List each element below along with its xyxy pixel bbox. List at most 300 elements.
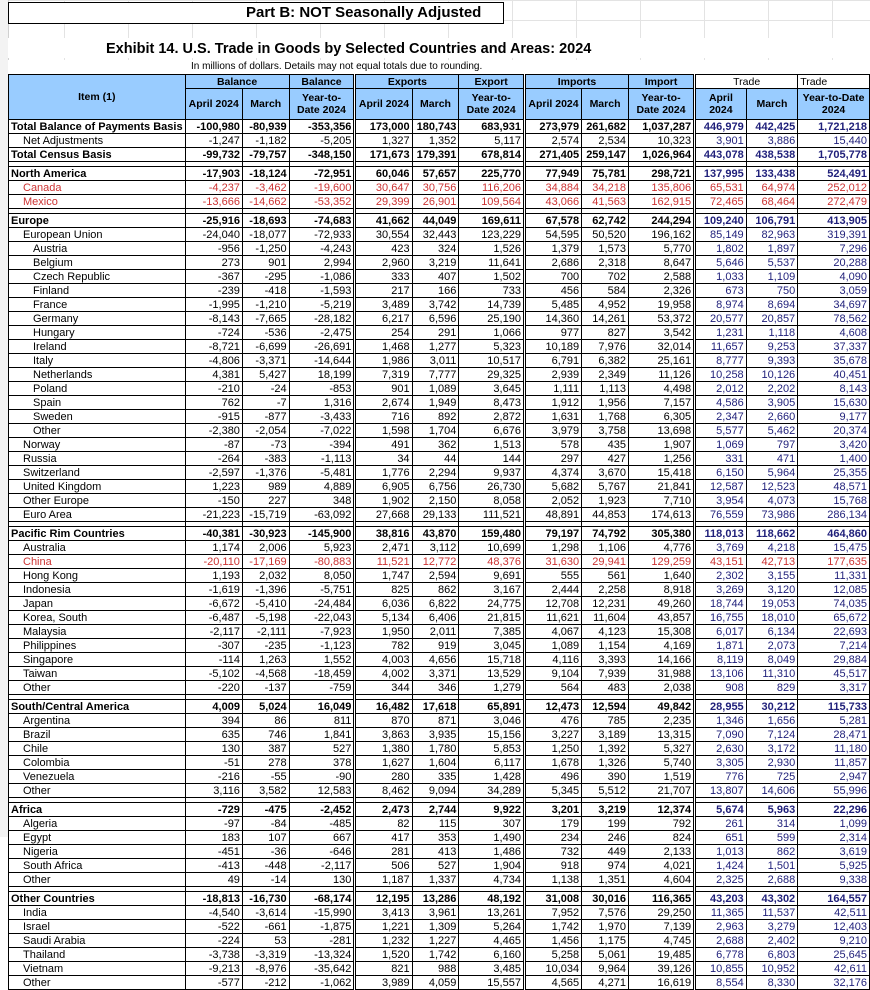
- value-cell: 28,955: [695, 700, 747, 714]
- value-cell: 12,772: [412, 555, 459, 569]
- value-cell: 5,264: [459, 920, 525, 934]
- value-cell: 12,473: [524, 700, 581, 714]
- value-cell: 1,912: [524, 396, 581, 410]
- value-cell: -1,113: [289, 452, 355, 466]
- value-cell: -63,092: [289, 508, 355, 522]
- value-cell: 446,979: [695, 120, 747, 134]
- value-cell: 4,218: [746, 541, 798, 555]
- value-cell: 44,853: [582, 508, 629, 522]
- value-cell: -8,143: [185, 312, 242, 326]
- row-label: Colombia: [9, 756, 186, 770]
- value-cell: 173,000: [355, 120, 412, 134]
- value-cell: 3,954: [695, 494, 747, 508]
- value-cell: 2,688: [746, 873, 798, 887]
- value-cell: 5,537: [746, 256, 798, 270]
- value-cell: -90: [289, 770, 355, 784]
- row-label: Japan: [9, 597, 186, 611]
- value-cell: -21,223: [185, 508, 242, 522]
- value-cell: 4,745: [628, 934, 694, 948]
- value-cell: 196,162: [628, 228, 694, 242]
- value-cell: 5,767: [582, 480, 629, 494]
- value-cell: 25,161: [628, 354, 694, 368]
- value-cell: 9,104: [524, 667, 581, 681]
- units-note: In millions of dollars. Details may not equal totals due to rounding.: [191, 61, 483, 72]
- value-cell: 9,937: [459, 466, 525, 480]
- header-group-row: [9, 75, 870, 89]
- row-label: Germany: [9, 312, 186, 326]
- value-cell: 1,026,964: [628, 148, 694, 162]
- value-cell: 1,309: [412, 920, 459, 934]
- value-cell: 5,024: [242, 700, 289, 714]
- value-cell: 6,134: [746, 625, 798, 639]
- value-cell: 20,374: [798, 424, 870, 438]
- value-cell: 34,218: [582, 181, 629, 195]
- table-row: [9, 214, 870, 228]
- value-cell: 272,479: [798, 195, 870, 209]
- value-cell: 9,210: [798, 934, 870, 948]
- value-cell: 3,863: [355, 728, 412, 742]
- table-row: [9, 770, 870, 784]
- value-cell: 22,693: [798, 625, 870, 639]
- value-cell: 48,571: [798, 480, 870, 494]
- value-cell: 977: [524, 326, 581, 340]
- value-cell: 1,986: [355, 354, 412, 368]
- value-cell: -1,396: [242, 583, 289, 597]
- value-cell: 13,529: [459, 667, 525, 681]
- table-row: [9, 569, 870, 583]
- value-cell: 1,513: [459, 438, 525, 452]
- value-cell: 18,199: [289, 368, 355, 382]
- value-cell: 1,013: [695, 845, 747, 859]
- value-cell: 135,806: [628, 181, 694, 195]
- value-cell: -475: [242, 803, 289, 817]
- table-row: [9, 242, 870, 256]
- value-cell: 60,046: [355, 167, 412, 181]
- value-cell: -1,086: [289, 270, 355, 284]
- value-cell: 1,089: [524, 639, 581, 653]
- value-cell: 8,330: [746, 976, 798, 990]
- value-cell: 21,815: [459, 611, 525, 625]
- value-cell: 1,316: [289, 396, 355, 410]
- row-label: Canada: [9, 181, 186, 195]
- value-cell: 2,688: [695, 934, 747, 948]
- value-cell: 271,405: [524, 148, 581, 162]
- value-cell: 702: [582, 270, 629, 284]
- value-cell: 7,710: [628, 494, 694, 508]
- value-cell: 118,013: [695, 527, 747, 541]
- value-cell: 171,673: [355, 148, 412, 162]
- value-cell: -3,371: [242, 354, 289, 368]
- value-cell: 1,742: [524, 920, 581, 934]
- value-cell: 254: [355, 326, 412, 340]
- table-row: [9, 906, 870, 920]
- value-cell: 1,742: [412, 948, 459, 962]
- value-cell: 2,202: [746, 382, 798, 396]
- value-cell: 12,523: [746, 480, 798, 494]
- value-cell: 5,327: [628, 742, 694, 756]
- value-cell: 41,563: [582, 195, 629, 209]
- value-cell: 449: [582, 845, 629, 859]
- value-cell: 48,376: [459, 555, 525, 569]
- note-row: [8, 60, 870, 74]
- value-cell: 2,325: [695, 873, 747, 887]
- value-cell: 7,952: [524, 906, 581, 920]
- value-cell: 725: [746, 770, 798, 784]
- value-cell: 1,627: [355, 756, 412, 770]
- value-cell: 12,374: [628, 803, 694, 817]
- value-cell: 4,586: [695, 396, 747, 410]
- value-cell: 746: [242, 728, 289, 742]
- value-cell: -6,699: [242, 340, 289, 354]
- value-cell: 305,380: [628, 527, 694, 541]
- value-cell: 390: [582, 770, 629, 784]
- value-cell: 1,502: [459, 270, 525, 284]
- row-label: Vietnam: [9, 962, 186, 976]
- value-cell: 298,721: [628, 167, 694, 181]
- value-cell: -956: [185, 242, 242, 256]
- value-cell: 79,197: [524, 527, 581, 541]
- value-cell: -220: [185, 681, 242, 695]
- value-cell: 3,219: [412, 256, 459, 270]
- value-cell: 2,006: [242, 541, 289, 555]
- value-cell: 82: [355, 817, 412, 831]
- part-title: Part B: NOT Seasonally Adjusted: [246, 4, 482, 21]
- row-label: Hungary: [9, 326, 186, 340]
- value-cell: 1,956: [582, 396, 629, 410]
- value-cell: 4,374: [524, 466, 581, 480]
- value-cell: 11,641: [459, 256, 525, 270]
- table-row: [9, 256, 870, 270]
- value-cell: 353: [412, 831, 459, 845]
- value-cell: 45,517: [798, 667, 870, 681]
- row-label: North America: [9, 167, 186, 181]
- value-cell: 8,050: [289, 569, 355, 583]
- value-cell: 344: [355, 681, 412, 695]
- value-cell: 362: [412, 438, 459, 452]
- value-cell: 14,261: [582, 312, 629, 326]
- value-cell: 2,994: [289, 256, 355, 270]
- table-row: [9, 410, 870, 424]
- row-label: Austria: [9, 242, 186, 256]
- value-cell: 2,963: [695, 920, 747, 934]
- table-row: [9, 228, 870, 242]
- value-cell: 273: [185, 256, 242, 270]
- value-cell: -72,951: [289, 167, 355, 181]
- value-cell: 11,857: [798, 756, 870, 770]
- value-cell: 62,742: [582, 214, 629, 228]
- value-cell: -1,995: [185, 298, 242, 312]
- value-cell: 750: [746, 284, 798, 298]
- value-cell: 72,465: [695, 195, 747, 209]
- value-cell: 3,645: [459, 382, 525, 396]
- value-cell: 8,777: [695, 354, 747, 368]
- table-row: [9, 466, 870, 480]
- value-cell: 65,672: [798, 611, 870, 625]
- value-cell: 1,089: [412, 382, 459, 396]
- row-label: Sweden: [9, 410, 186, 424]
- value-cell: 6,596: [412, 312, 459, 326]
- value-cell: 797: [746, 438, 798, 452]
- value-cell: 7,090: [695, 728, 747, 742]
- value-cell: 1,902: [355, 494, 412, 508]
- table-row: [9, 962, 870, 976]
- value-cell: -7: [242, 396, 289, 410]
- value-cell: 2,012: [695, 382, 747, 396]
- value-cell: -14,644: [289, 354, 355, 368]
- value-cell: 1,678: [524, 756, 581, 770]
- value-cell: -35,642: [289, 962, 355, 976]
- value-cell: 1,175: [582, 934, 629, 948]
- value-cell: 13,698: [628, 424, 694, 438]
- value-cell: 1,705,778: [798, 148, 870, 162]
- value-cell: 438,538: [746, 148, 798, 162]
- column-header: March: [412, 89, 459, 120]
- value-cell: 116,206: [459, 181, 525, 195]
- value-cell: 5,323: [459, 340, 525, 354]
- value-cell: 2,444: [524, 583, 581, 597]
- value-cell: -1,875: [289, 920, 355, 934]
- row-label: Total Census Basis: [9, 148, 186, 162]
- value-cell: 30,647: [355, 181, 412, 195]
- row-label: India: [9, 906, 186, 920]
- value-cell: 4,734: [459, 873, 525, 887]
- value-cell: 3,011: [412, 354, 459, 368]
- value-cell: 4,169: [628, 639, 694, 653]
- value-cell: 651: [695, 831, 747, 845]
- value-cell: 8,143: [798, 382, 870, 396]
- value-cell: 491: [355, 438, 412, 452]
- value-cell: 115: [412, 817, 459, 831]
- value-cell: 106,791: [746, 214, 798, 228]
- value-cell: 442,425: [746, 120, 798, 134]
- value-cell: 144: [459, 452, 525, 466]
- value-cell: 7,976: [582, 340, 629, 354]
- value-cell: 29,884: [798, 653, 870, 667]
- value-cell: 14,606: [746, 784, 798, 798]
- value-cell: 10,258: [695, 368, 747, 382]
- value-cell: 130: [289, 873, 355, 887]
- value-cell: -3,319: [242, 948, 289, 962]
- value-cell: 54,595: [524, 228, 581, 242]
- value-cell: 3,485: [459, 962, 525, 976]
- table-row: [9, 728, 870, 742]
- value-cell: 555: [524, 569, 581, 583]
- value-cell: 2,471: [355, 541, 412, 555]
- value-cell: -383: [242, 452, 289, 466]
- value-cell: -1,123: [289, 639, 355, 653]
- value-cell: 9,922: [459, 803, 525, 817]
- value-cell: -55: [242, 770, 289, 784]
- value-cell: 733: [459, 284, 525, 298]
- table-row: [9, 653, 870, 667]
- value-cell: 35,678: [798, 354, 870, 368]
- row-label: Mexico: [9, 195, 186, 209]
- value-cell: 13,106: [695, 667, 747, 681]
- value-cell: 31,008: [524, 892, 581, 906]
- value-cell: -661: [242, 920, 289, 934]
- value-cell: 8,049: [746, 653, 798, 667]
- value-cell: 48,192: [459, 892, 525, 906]
- exhibit-title: Exhibit 14. U.S. Trade in Goods by Selected Countries and Areas: 2024: [106, 41, 592, 57]
- value-cell: 1,490: [459, 831, 525, 845]
- group-header-exports: Exports: [355, 75, 459, 89]
- value-cell: 6,382: [582, 354, 629, 368]
- table-row: [9, 452, 870, 466]
- value-cell: 67,578: [524, 214, 581, 228]
- value-cell: 78,562: [798, 312, 870, 326]
- value-cell: 12,594: [582, 700, 629, 714]
- column-header: April 2024: [524, 89, 581, 120]
- value-cell: 1,223: [185, 480, 242, 494]
- value-cell: -348,150: [289, 148, 355, 162]
- value-cell: 3,116: [185, 784, 242, 798]
- value-cell: 2,674: [355, 396, 412, 410]
- value-cell: -212: [242, 976, 289, 990]
- value-cell: 8,058: [459, 494, 525, 508]
- value-cell: 1,326: [582, 756, 629, 770]
- part-title-box: [8, 2, 504, 24]
- value-cell: 1,154: [582, 639, 629, 653]
- value-cell: 578: [524, 438, 581, 452]
- value-cell: 5,682: [524, 480, 581, 494]
- value-cell: -13,324: [289, 948, 355, 962]
- value-cell: -8,721: [185, 340, 242, 354]
- value-cell: -16,730: [242, 892, 289, 906]
- table-row: [9, 195, 870, 209]
- value-cell: 483: [582, 681, 629, 695]
- value-cell: 1,520: [355, 948, 412, 962]
- value-cell: 7,139: [628, 920, 694, 934]
- value-cell: 3,758: [582, 424, 629, 438]
- value-cell: 5,674: [695, 803, 747, 817]
- value-cell: -73: [242, 438, 289, 452]
- value-cell: 1,907: [628, 438, 694, 452]
- value-cell: 179,391: [412, 148, 459, 162]
- value-cell: 3,059: [798, 284, 870, 298]
- row-label: Other: [9, 976, 186, 990]
- value-cell: 5,577: [695, 424, 747, 438]
- table-row: [9, 508, 870, 522]
- value-cell: -17,169: [242, 555, 289, 569]
- value-cell: 261,682: [582, 120, 629, 134]
- value-cell: -2,054: [242, 424, 289, 438]
- value-cell: 2,930: [746, 756, 798, 770]
- value-cell: 7,777: [412, 368, 459, 382]
- value-cell: 50,520: [582, 228, 629, 242]
- value-cell: 3,420: [798, 438, 870, 452]
- value-cell: -80,939: [242, 120, 289, 134]
- value-cell: 3,317: [798, 681, 870, 695]
- table-row: [9, 784, 870, 798]
- table-row: [9, 298, 870, 312]
- value-cell: 3,489: [355, 298, 412, 312]
- value-cell: 123,229: [459, 228, 525, 242]
- value-cell: 584: [582, 284, 629, 298]
- value-cell: 2,073: [746, 639, 798, 653]
- value-cell: 107: [242, 831, 289, 845]
- value-cell: 16,049: [289, 700, 355, 714]
- value-cell: 496: [524, 770, 581, 784]
- value-cell: 8,974: [695, 298, 747, 312]
- table-row: [9, 714, 870, 728]
- value-cell: 2,133: [628, 845, 694, 859]
- group-header-balance-ytd: Balance: [289, 75, 355, 89]
- value-cell: 1,250: [524, 742, 581, 756]
- group-header-trade: Trade: [695, 75, 798, 89]
- value-cell: -646: [289, 845, 355, 859]
- value-cell: 413,905: [798, 214, 870, 228]
- value-cell: -22,043: [289, 611, 355, 625]
- value-cell: 74,035: [798, 597, 870, 611]
- value-cell: 16,482: [355, 700, 412, 714]
- row-label: Euro Area: [9, 508, 186, 522]
- value-cell: 829: [746, 681, 798, 695]
- value-cell: 1,232: [355, 934, 412, 948]
- value-cell: 8,119: [695, 653, 747, 667]
- value-cell: 9,691: [459, 569, 525, 583]
- value-cell: -68,174: [289, 892, 355, 906]
- value-cell: 2,660: [746, 410, 798, 424]
- value-cell: 4,776: [628, 541, 694, 555]
- value-cell: -40,381: [185, 527, 242, 541]
- value-cell: -97: [185, 817, 242, 831]
- value-cell: 85,149: [695, 228, 747, 242]
- value-cell: 3,112: [412, 541, 459, 555]
- row-label: Other Countries: [9, 892, 186, 906]
- row-label: Brazil: [9, 728, 186, 742]
- value-cell: 1,841: [289, 728, 355, 742]
- value-cell: 2,258: [582, 583, 629, 597]
- value-cell: 42,713: [746, 555, 798, 569]
- row-label: Malaysia: [9, 625, 186, 639]
- value-cell: 12,587: [695, 480, 747, 494]
- value-cell: 2,588: [628, 270, 694, 284]
- value-cell: 34,697: [798, 298, 870, 312]
- group-header-exports-ytd: Export: [459, 75, 525, 89]
- value-cell: -3,614: [242, 906, 289, 920]
- column-header: Year-to-Date 2024: [628, 89, 694, 120]
- value-cell: 6,406: [412, 611, 459, 625]
- value-cell: -5,205: [289, 134, 355, 148]
- column-header: March: [746, 89, 798, 120]
- value-cell: -24,484: [289, 597, 355, 611]
- value-cell: 1,113: [582, 382, 629, 396]
- value-cell: 109,240: [695, 214, 747, 228]
- value-cell: 8,473: [459, 396, 525, 410]
- value-cell: 4,067: [524, 625, 581, 639]
- value-cell: -2,117: [185, 625, 242, 639]
- value-cell: -80,883: [289, 555, 355, 569]
- value-cell: 25,190: [459, 312, 525, 326]
- value-cell: 39,126: [628, 962, 694, 976]
- value-cell: -18,459: [289, 667, 355, 681]
- table-row: [9, 270, 870, 284]
- value-cell: 129,259: [628, 555, 694, 569]
- value-cell: 4,002: [355, 667, 412, 681]
- table-row: [9, 831, 870, 845]
- value-cell: 57,657: [412, 167, 459, 181]
- value-cell: 73,986: [746, 508, 798, 522]
- value-cell: 40,451: [798, 368, 870, 382]
- value-cell: -25,916: [185, 214, 242, 228]
- exhibit-title-row: [8, 38, 870, 58]
- value-cell: 12,583: [289, 784, 355, 798]
- value-cell: 31,988: [628, 667, 694, 681]
- value-cell: 3,901: [695, 134, 747, 148]
- value-cell: 15,156: [459, 728, 525, 742]
- value-cell: -18,077: [242, 228, 289, 242]
- value-cell: 1,400: [798, 452, 870, 466]
